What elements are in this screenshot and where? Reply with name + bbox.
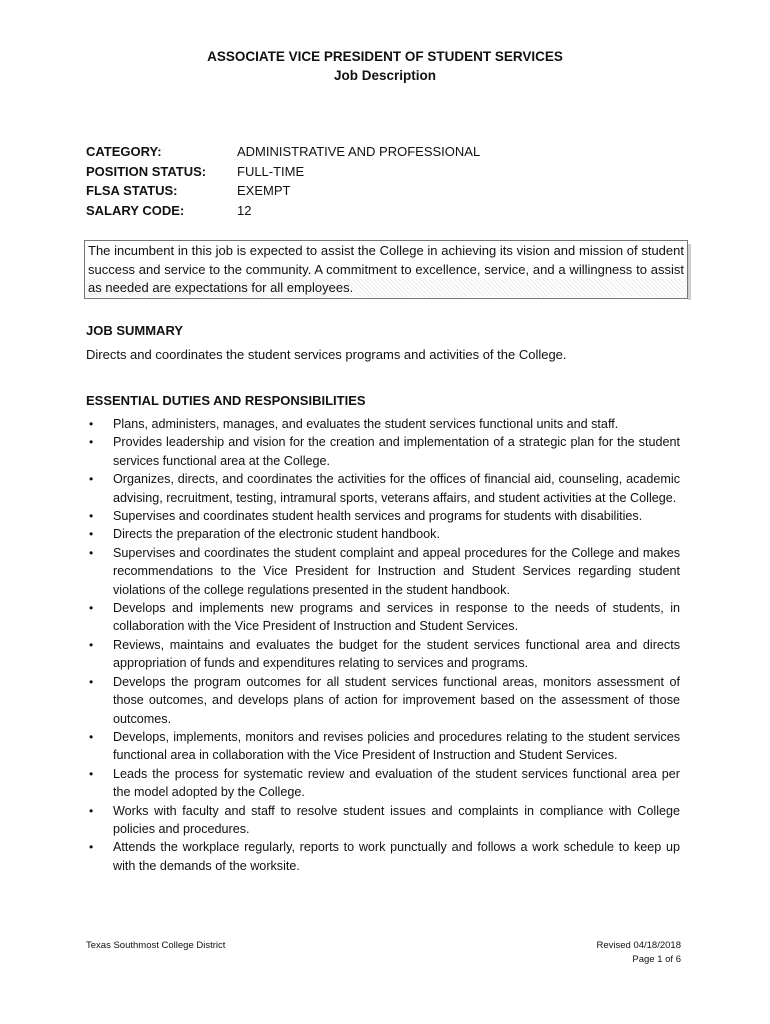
list-item bbox=[86, 544, 680, 599]
bullet-icon: • bbox=[89, 435, 94, 450]
duty-text: Develops the program outcomes for all student services functional areas, monitors assessment of those outcomes, and develops plans of action for improvement based on the assessment of those outcomes. bbox=[113, 674, 680, 726]
bullet-icon: • bbox=[89, 766, 94, 781]
meta-row-flsa-status bbox=[86, 181, 480, 201]
duty-text: Reviews, maintains and evaluates the budget for the student services functional area and directs appropriation of funds and expenditures relating to services and programs. bbox=[113, 637, 680, 671]
list-item bbox=[86, 599, 680, 636]
list-item bbox=[86, 507, 680, 525]
list-item bbox=[86, 415, 680, 433]
duty-text: Supervises and coordinates student health services and programs for students with disabilities. bbox=[113, 509, 643, 524]
list-item bbox=[86, 433, 680, 470]
position-meta-table bbox=[86, 142, 480, 220]
meta-row-salary-code bbox=[86, 201, 480, 221]
duty-text: Develops, implements, monitors and revises policies and procedures relating to the student services functional area in collaboration with the Vice President of Instruction and Student Services. bbox=[113, 729, 680, 763]
meta-key: CATEGORY: bbox=[86, 144, 162, 159]
bullet-icon: • bbox=[89, 601, 94, 616]
meta-row-position-status bbox=[86, 162, 480, 182]
document-title: ASSOCIATE VICE PRESIDENT OF STUDENT SERVICES bbox=[207, 49, 563, 64]
meta-key: POSITION STATUS: bbox=[86, 163, 207, 179]
duty-text: Attends the workplace regularly, reports to work punctually and follows a work schedule to keep up with the demands of the worksite. bbox=[113, 840, 680, 873]
bullet-icon: • bbox=[89, 527, 94, 542]
footer-revised-date: Revised 04/18/2018 bbox=[596, 940, 681, 951]
meta-row-category bbox=[86, 142, 480, 162]
duty-text: Plans, administers, manages, and evaluates the student services functional units and staff. bbox=[113, 417, 619, 431]
list-item bbox=[86, 728, 680, 765]
meta-value: FULL-TIME bbox=[237, 163, 305, 179]
list-item bbox=[86, 765, 680, 802]
duty-text: Supervises and coordinates the student complaint and appeal procedures for the College and makes recommendations to the Vice President for Instruction and Student Services regarding student violations of the college regulations presented in the student handbook. bbox=[113, 545, 680, 597]
document-subtitle: Job Description bbox=[333, 68, 436, 83]
bullet-icon: • bbox=[89, 729, 94, 744]
meta-key: SALARY CODE: bbox=[86, 202, 185, 218]
bullet-icon: • bbox=[89, 674, 94, 689]
bullet-icon: • bbox=[89, 637, 94, 652]
footer-page-number: Page 1 of 6 bbox=[632, 953, 681, 965]
list-item bbox=[86, 838, 680, 875]
footer-revision-block bbox=[596, 939, 681, 966]
meta-key: FLSA STATUS: bbox=[86, 183, 178, 198]
meta-value: EXEMPT bbox=[237, 183, 291, 198]
job-summary-heading: JOB SUMMARY bbox=[86, 323, 184, 338]
bullet-icon: • bbox=[89, 509, 94, 524]
duty-text: Leads the process for systematic review and evaluation of the student services functional area per the model adopted by the College. bbox=[113, 766, 680, 800]
list-item bbox=[86, 525, 680, 543]
bullet-icon: • bbox=[89, 472, 94, 487]
bullet-icon: • bbox=[89, 803, 94, 818]
bullet-icon: • bbox=[89, 545, 94, 560]
duties-list bbox=[86, 415, 680, 875]
job-summary-text: Directs and coordinates the student services programs and activities of the College. bbox=[86, 347, 567, 362]
duty-text: Works with faculty and staff to resolve student issues and complaints in compliance with College policies and procedures. bbox=[113, 803, 680, 836]
list-item bbox=[86, 636, 680, 673]
duty-text: Organizes, directs, and coordinates the activities for the offices of financial aid, counseling, academic advising, recruitment, testing, intramural sports, veterans affairs, and student activities at the College. bbox=[113, 472, 680, 505]
list-item bbox=[86, 802, 680, 839]
list-item bbox=[86, 470, 680, 507]
expectations-notice-box: The incumbent in this job is expected to assist the College in achieving its vision and mission of student success and service to the community. A commitment to excellence, service, and a willingness to assist as needed are expectations for all employees. bbox=[84, 240, 688, 299]
footer-organization: Texas Southmost College District bbox=[86, 940, 226, 951]
bullet-icon: • bbox=[89, 840, 94, 855]
duty-text: Directs the preparation of the electronic student handbook. bbox=[113, 527, 440, 542]
bullet-icon: • bbox=[89, 417, 94, 431]
duty-text: Provides leadership and vision for the creation and implementation of a strategic plan for the student services functional area at the College. bbox=[113, 435, 680, 468]
duty-text: Develops and implements new programs and services in response to the needs of students, in collaboration with the Vice President of Instruction and Student Services. bbox=[113, 601, 680, 634]
meta-value: ADMINISTRATIVE AND PROFESSIONAL bbox=[237, 144, 481, 159]
duties-heading: ESSENTIAL DUTIES AND RESPONSIBILITIES bbox=[86, 393, 366, 408]
meta-value: 12 bbox=[237, 202, 252, 218]
list-item bbox=[86, 673, 680, 728]
